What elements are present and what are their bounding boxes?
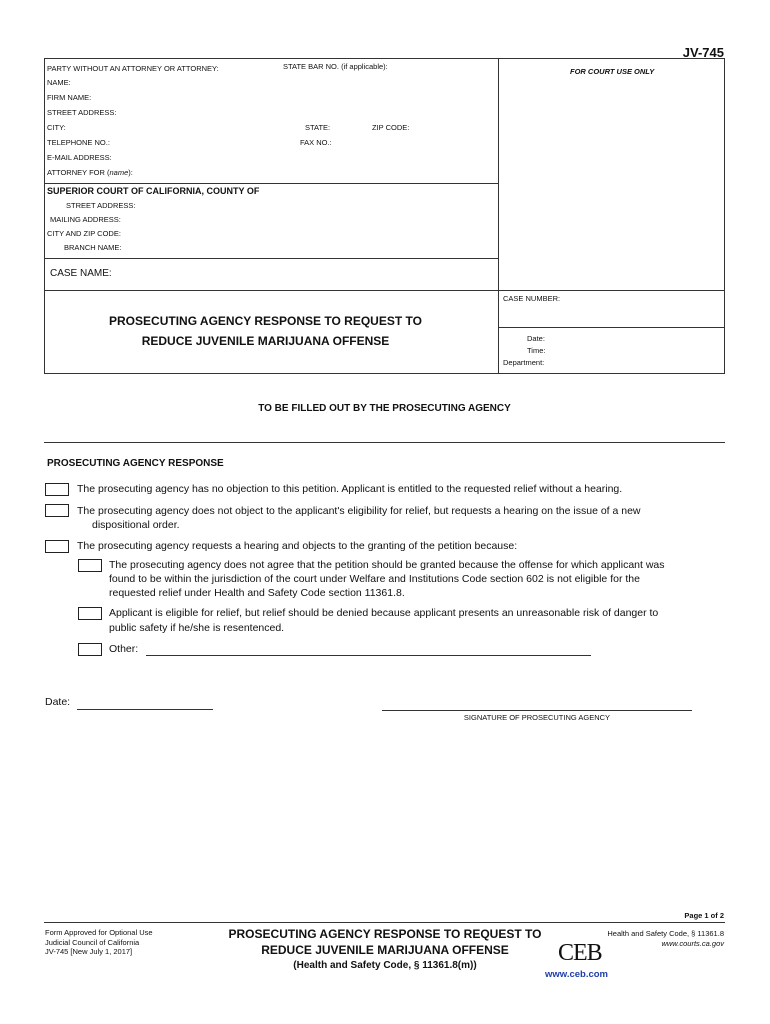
phone-label[interactable]: TELEPHONE NO.:	[47, 138, 110, 147]
response-heading: PROSECUTING AGENCY RESPONSE	[47, 458, 224, 469]
ceb-url[interactable]: www.ceb.com	[545, 969, 608, 980]
option2-checkbox[interactable]	[45, 504, 69, 517]
case-name-label[interactable]: CASE NAME:	[50, 268, 112, 279]
city-label[interactable]: CITY:	[47, 123, 66, 132]
party-label: PARTY WITHOUT AN ATTORNEY OR ATTORNEY:	[47, 64, 219, 73]
option2-text-line2: dispositional order.	[92, 519, 180, 531]
reason2-text-line1: Applicant is eligible for relief, but relief should be denied because applicant presents an unreasonable risk of danger to	[109, 607, 659, 619]
case-number-bottom-border	[498, 327, 725, 328]
footer-rule	[44, 922, 725, 923]
court-mailing-label[interactable]: MAILING ADDRESS:	[50, 215, 121, 224]
footer-title-line2: REDUCE JUVENILE MARIJUANA OFFENSE	[261, 943, 509, 957]
approval-block	[45, 928, 153, 957]
attorney-for-name: name	[109, 168, 129, 177]
reason1-text-line3: requested relief under Health and Safety Code section 11361.8.	[109, 587, 405, 599]
case-name-bottom-border	[44, 290, 725, 291]
attorney-for-open: ATTORNEY FOR (	[47, 168, 110, 177]
approval-line3: JV-745 [New July 1, 2017]	[45, 947, 133, 956]
other-label: Other:	[109, 643, 139, 655]
signature-line[interactable]	[382, 710, 692, 711]
email-label[interactable]: E-MAIL ADDRESS:	[47, 153, 112, 162]
court-bottom-border	[44, 258, 498, 259]
hearing-date-label: Date:	[527, 334, 545, 343]
form-title-line2: REDUCE JUVENILE MARIJUANA OFFENSE	[141, 334, 390, 348]
instruction-text: TO BE FILLED OUT BY THE PROSECUTING AGENCY	[258, 403, 511, 414]
signature-date-label: Date:	[45, 696, 71, 708]
zip-label[interactable]: ZIP CODE:	[372, 123, 410, 132]
signature-label: SIGNATURE OF PROSECUTING AGENCY	[463, 713, 611, 722]
court-title: SUPERIOR COURT OF CALIFORNIA, COUNTY OF	[47, 186, 260, 196]
reason1-text-line2: found to be within the jurisdiction of the court under Welfare and Institutions Code section 602 is not eligible for the	[109, 573, 640, 585]
option3-checkbox[interactable]	[45, 540, 69, 553]
footer-title-line3: (Health and Safety Code, § 11361.8(m))	[293, 960, 477, 971]
hearing-department-label: Department:	[503, 358, 545, 367]
courts-url[interactable]: www.courts.ca.gov	[661, 939, 724, 948]
attorney-for-close: ):	[128, 168, 133, 177]
street-label[interactable]: STREET ADDRESS:	[47, 108, 117, 117]
firm-label[interactable]: FIRM NAME:	[47, 93, 92, 102]
case-number-label[interactable]: CASE NUMBER:	[503, 294, 561, 303]
reason2-checkbox[interactable]	[78, 607, 102, 620]
code-reference: Health and Safety Code, § 11361.8	[607, 929, 724, 938]
ceb-logo: CEB	[558, 940, 602, 966]
section-divider	[44, 442, 725, 443]
form-title-line1: PROSECUTING AGENCY RESPONSE TO REQUEST TO	[109, 314, 422, 328]
court-use-label: FOR COURT USE ONLY	[570, 67, 655, 76]
attorney-bottom-border	[44, 183, 498, 184]
signature-date-line[interactable]	[77, 709, 213, 710]
approval-line1: Form Approved for Optional Use	[45, 928, 153, 937]
other-checkbox[interactable]	[78, 643, 102, 656]
court-street-label[interactable]: STREET ADDRESS:	[66, 201, 136, 210]
option1-text: The prosecuting agency has no objection to this petition. Applicant is entitled to the requested relief without a hearing.	[77, 483, 623, 495]
court-city-zip-label[interactable]: CITY AND ZIP CODE:	[47, 229, 121, 238]
hearing-time-label: Time:	[527, 346, 546, 355]
caption-bottom-border	[44, 373, 725, 374]
court-branch-label[interactable]: BRANCH NAME:	[64, 243, 122, 252]
fax-label[interactable]: FAX NO.:	[300, 138, 332, 147]
state-label[interactable]: STATE:	[305, 123, 331, 132]
name-label[interactable]: NAME:	[47, 78, 71, 87]
reason1-checkbox[interactable]	[78, 559, 102, 572]
approval-line2: Judicial Council of California	[45, 937, 140, 947]
other-input-line[interactable]	[146, 655, 591, 656]
footer-title-line1: PROSECUTING AGENCY RESPONSE TO REQUEST TO	[228, 927, 542, 941]
attorney-for-label[interactable]	[47, 168, 133, 177]
option2-text-line1: The prosecuting agency does not object to the applicant's eligibility for relief, but requests a hearing on the issue of a new	[77, 505, 641, 517]
reason2-text-line2: public safety if he/she is resentenced.	[109, 622, 285, 634]
state-bar-label: STATE BAR NO. (if applicable):	[283, 62, 388, 71]
option3-text: The prosecuting agency requests a hearing and objects to the granting of the petition because:	[77, 540, 518, 552]
caption-top-border	[44, 58, 725, 59]
reason1-text-line1: The prosecuting agency does not agree that the petition should be granted because the offense for which applicant was	[109, 559, 665, 571]
form-id: JV-745	[682, 45, 724, 60]
page-number: Page 1 of 2	[684, 911, 724, 920]
option1-checkbox[interactable]	[45, 483, 69, 496]
